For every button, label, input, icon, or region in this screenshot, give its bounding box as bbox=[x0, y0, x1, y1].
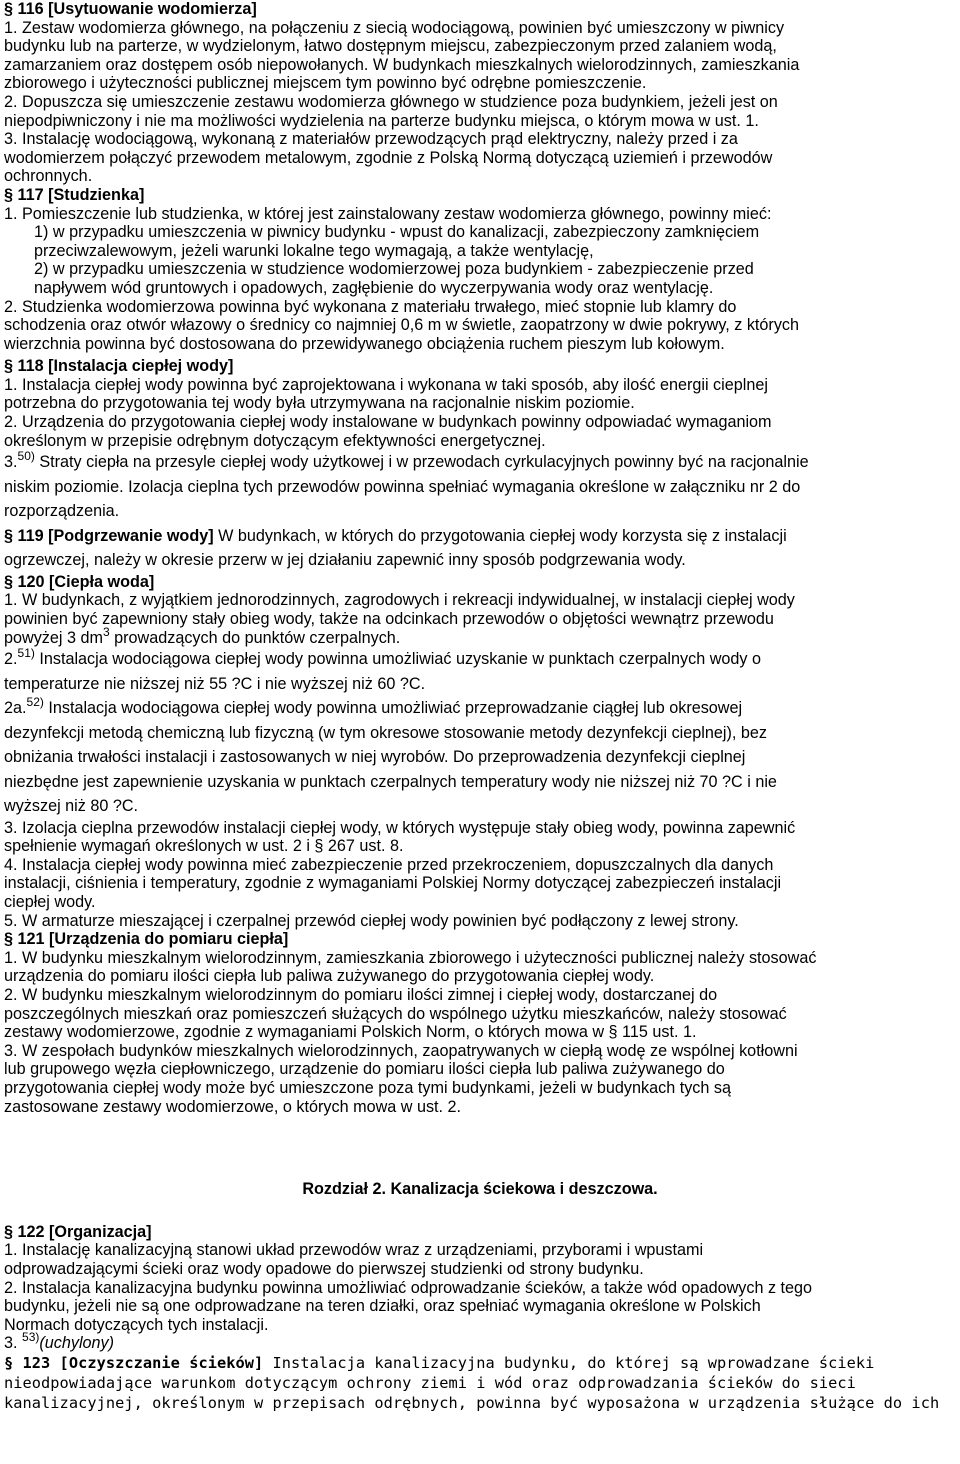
text-line bbox=[4, 450, 956, 475]
text-line: budynku, jeżeli nie są one odprowadzane na teren działki, oraz spełniać wymagania określone w Polskich bbox=[4, 1297, 761, 1316]
section-116-para-3 bbox=[4, 130, 956, 186]
section-120-para-2 bbox=[4, 647, 956, 696]
para-number: 2a. bbox=[4, 699, 27, 718]
text-line: kanalizacyjnej, określonym w przepisach odrębnych, powinna być wyposażona w urządzenia służące do ich bbox=[4, 1393, 940, 1412]
text-line: przygotowania ciepłej wody może być umieszczone poza tymi budynkami, jeżeli w budynkach tych są bbox=[4, 1078, 731, 1097]
text-line: przeciwzalewowym, jeżeli warunki lokalne tego wymagają, a także wentylację, bbox=[34, 241, 594, 260]
text-line: 2. Instalacja kanalizacyjna budynku powinna umożliwiać odprowadzanie ścieków, a także wód opadowych z tego bbox=[4, 1278, 813, 1297]
section-118-para-1 bbox=[4, 376, 956, 413]
text-line: Normach dotyczących tych instalacji. bbox=[4, 1315, 269, 1334]
section-120-para-4 bbox=[4, 856, 956, 912]
text-line: 2) w przypadku umieszczenia w studzience wodomierzowej poza budynkiem - zabezpieczenie przed bbox=[34, 260, 754, 279]
text-line: poszczególnych mieszkań oraz pomieszczeń służących do wspólnego użytku mieszkańców, należy stosować bbox=[4, 1004, 787, 1023]
text-line: 2. Studzienka wodomierzowa powinna być wykonana z materiału trwałego, mieć stopnie lub klamry do bbox=[4, 297, 737, 316]
section-120-heading: § 120 [Ciepła woda] bbox=[4, 572, 155, 591]
text-line: zamarzaniem oraz dostępem osób niepowołanych. W budynkach mieszkalnych wielorodzinnych, zamieszkania bbox=[4, 55, 800, 74]
text-line bbox=[4, 524, 956, 549]
text-line: 2. W budynku mieszkalnym wielorodzinnym do pomiaru ilości zimnej i ciepłej wody, dostarczanej do bbox=[4, 985, 718, 1004]
section-117-para-1: 1. Pomieszczenie lub studzienka, w której jest zainstalowany zestaw wodomierza głównego, powinny mieć: bbox=[4, 204, 772, 223]
text-line: 4. Instalacja ciepłej wody powinna mieć zabezpieczenie przed przekroczeniem, dopuszczalnych dla danych bbox=[4, 855, 774, 874]
text-line: wierzchnia powinna być dostosowana do przewidywanego obciążenia ruchem pieszym lub kołowym. bbox=[4, 334, 725, 353]
text-line: 1. Instalację kanalizacyjną stanowi układ przewodów wraz z urządzeniami, przyborami i wpustami bbox=[4, 1241, 704, 1260]
text-line: zbiorowego i użyteczności publicznej miejscem tym powinno być odrębne pomieszczenie. bbox=[4, 74, 647, 93]
text-line: powinien być zapewniony stały obieg wody, także na odcinkach przewodów o objętości wewnątrz przewodu bbox=[4, 609, 774, 628]
text-line bbox=[4, 624, 956, 648]
text-line: wyższej niż 80 ?C. bbox=[4, 797, 139, 816]
text-line: spełnienie wymagań określonych w ust. 2 i § 267 ust. 8. bbox=[4, 837, 404, 856]
footnote-ref: 50) bbox=[17, 449, 35, 464]
text-line: zastosowane zestawy wodomierzowe, o których mowa w ust. 2. bbox=[4, 1097, 462, 1116]
text-span: W budynkach, w których do przygotowania ciepłej wody korzysta się z instalacji bbox=[213, 526, 787, 545]
text-span: Instalacja wodociągowa ciepłej wody powinna umożliwiać uzyskanie w punktach czerpalnych wody o bbox=[34, 650, 761, 669]
text-line bbox=[4, 647, 956, 672]
text-line: 1) w przypadku umieszczenia w piwnicy budynku - wpust do kanalizacji, zabezpieczony zamknięciem bbox=[34, 223, 760, 242]
text-span: Straty ciepła na przesyle ciepłej wody użytkowej i w przewodach cyrkulacyjnych powinny być na racjonalnie bbox=[34, 453, 809, 472]
footnote-ref: 52) bbox=[26, 695, 44, 710]
text-line: 3. Instalację wodociągową, wykonaną z materiałów przewodzących prąd elektryczny, należy przed i za bbox=[4, 130, 738, 149]
section-123-heading: § 123 [Oczyszczanie ścieków] bbox=[4, 1353, 264, 1372]
footnote-ref: 51) bbox=[17, 646, 35, 661]
text-line: ochronnych. bbox=[4, 167, 93, 186]
section-123 bbox=[4, 1353, 956, 1413]
section-122-heading: § 122 [Organizacja] bbox=[4, 1222, 152, 1241]
text-line: schodzenia oraz otwór włazowy o średnicy co najmniej 0,6 m w świetle, zaopatrzony w dwie pokrywy, z których bbox=[4, 316, 800, 335]
section-118-para-2 bbox=[4, 413, 956, 450]
section-116-para-1 bbox=[4, 19, 956, 93]
text-line: rozporządzenia. bbox=[4, 502, 120, 521]
section-119-heading: § 119 [Podgrzewanie wody] bbox=[4, 526, 214, 545]
text-line: 1. Instalacja ciepłej wody powinna być zaprojektowana i wykonana w taki sposób, aby ilość energii cieplnej bbox=[4, 375, 768, 394]
section-117-para-2 bbox=[4, 298, 956, 354]
text-span: prowadzących do punktów czerpalnych. bbox=[109, 628, 401, 647]
para-number: 2. bbox=[4, 650, 18, 669]
para-number: 3. bbox=[4, 1334, 18, 1353]
para-number: 3. bbox=[4, 453, 18, 472]
text-line: niskim poziomie. Izolacja cieplna tych przewodów powinna spełniać wymagania określone w załączniku nr 2 do bbox=[4, 477, 801, 496]
text-line: obniżania trwałości instalacji i zastosowanych w niej wyrobów. Do przeprowadzenia dezynfekcji cieplnej bbox=[4, 748, 746, 767]
text-line: lub grupowego węzła ciepłowniczego, urządzenie do pomiaru ilości ciepła lub paliwa zużywanego do bbox=[4, 1060, 725, 1079]
section-117-item-1 bbox=[4, 223, 956, 260]
text-line: odprowadzającymi ścieki oraz wody opadowe do pierwszej studzienki od strony budynku. bbox=[4, 1259, 644, 1278]
text-line: potrzebna do przygotowania tej wody była utrzymywana na racjonalnie niskim poziomie. bbox=[4, 394, 635, 413]
section-117-item-2 bbox=[4, 260, 956, 297]
text-line: 2. Dopuszcza się umieszczenie zestawu wodomierza głównego w studzience poza budynkiem, jeżeli jest on bbox=[4, 92, 778, 111]
text-line: 3. Izolacja cieplna przewodów instalacji ciepłej wody, w których występuje stały obieg wody, powinna zapewnić bbox=[4, 818, 796, 837]
section-122-para-2 bbox=[4, 1279, 956, 1335]
section-120-para-3 bbox=[4, 819, 956, 856]
section-121-heading: § 121 [Urządzenia do pomiaru ciepła] bbox=[4, 930, 289, 949]
text-line bbox=[4, 1353, 956, 1373]
text-line: napływem wód gruntowych i opadowych, zagłębienie do wyczerpywania wody oraz wentylację. bbox=[34, 278, 714, 297]
text-line: temperaturze nie niższej niż 55 ?C i nie wyższej niż 60 ?C. bbox=[4, 674, 426, 693]
text-line: 1. W budynku mieszkalnym wielorodzinnym, zamieszkania zbiorowego i użyteczności publicznej należy stosować bbox=[4, 948, 817, 967]
text-line: dezynfekcji metodą chemiczną lub fizyczną (w tym okresowe stosowanie metody dezynfekcji cieplnej), bez bbox=[4, 723, 767, 742]
text-line: zestawy wodomierzowe, zgodnie z wymaganiami Polskich Norm, o których mowa w § 115 ust. 1. bbox=[4, 1023, 697, 1042]
section-119 bbox=[4, 524, 956, 573]
section-120-para-2a bbox=[4, 696, 956, 819]
text-line bbox=[4, 696, 956, 721]
section-118-para-3 bbox=[4, 450, 956, 524]
repealed-note: (uchylony) bbox=[39, 1334, 115, 1353]
section-122-para-1 bbox=[4, 1241, 956, 1278]
text-line: wodomierzem połączyć przewodem metalowym, zgodnie z Polską Normą dotyczącą uziemień i przewodów bbox=[4, 148, 773, 167]
text-line: 1. Zestaw wodomierza głównego, na połączeniu z siecią wodociągową, powinien być umieszczony w piwnicy bbox=[4, 18, 785, 37]
section-121-para-1 bbox=[4, 949, 956, 986]
text-line: niezbędne jest zapewnienie uzyskania w punktach czerpalnych temperatury wody nie niższej niż 70 ?C i nie bbox=[4, 772, 777, 791]
text-line: instalacji, ciśnienia i temperatury, zgodnie z wymaganiami Polskiej Normy dotyczącej zabezpieczeń instalacji bbox=[4, 874, 782, 893]
footnote-ref: 53) bbox=[22, 1330, 40, 1345]
text-line: budynku lub na parterze, w wydzielonym, łatwo dostępnym miejscu, zabezpieczonym przed zalaniem wodą, bbox=[4, 37, 777, 56]
text-span: powyżej 3 dm bbox=[4, 628, 103, 647]
section-116-para-2 bbox=[4, 93, 956, 130]
text-line: 2. Urządzenia do przygotowania ciepłej wody instalowane w budynkach powinny odpowiadać wymaganiom bbox=[4, 413, 772, 432]
text-span: Instalacja wodociągowa ciepłej wody powinna umożliwiać przeprowadzanie ciągłej lub okresowej bbox=[43, 699, 743, 718]
text-line: 3. W zespołach budynków mieszkalnych wielorodzinnych, zaopatrywanych w ciepłą wodę ze wspólnej kotłowni bbox=[4, 1041, 798, 1060]
text-line: niepodpiwniczony i nie ma możliwości wydzielenia na parterze budynku miejsca, o którym mowa w ust. 1. bbox=[4, 111, 759, 130]
text-line: określonym w przepisie odrębnym dotyczącym efektywności energetycznej. bbox=[4, 431, 546, 450]
section-120-para-5: 5. W armaturze mieszającej i czerpalnej przewód ciepłej wody powinien być podłączony z lewej strony. bbox=[4, 911, 739, 930]
text-line: urządzenia do pomiaru ilości ciepła lub paliwa zużywanego do przygotowania ciepłej wody. bbox=[4, 967, 655, 986]
text-span: Instalacja kanalizacyjna budynku, do której są wprowadzane ścieki bbox=[263, 1353, 875, 1372]
text-line: nieodpowiadające warunkom dotyczącym ochrony ziemi i wód oraz odprowadzania ścieków do sieci bbox=[4, 1373, 856, 1392]
text-line: 1. W budynkach, z wyjątkiem jednorodzinnych, zagrodowych i rekreacji indywidualnej, w instalacji ciepłej wody bbox=[4, 591, 795, 610]
chapter-heading: Rozdział 2. Kanalizacja ściekowa i deszczowa. bbox=[302, 1180, 658, 1199]
section-122-para-3 bbox=[4, 1330, 956, 1353]
text-line: ogrzewczej, należy w okresie przerw w jej działaniu zapewnić inny sposób podgrzewania wody. bbox=[4, 551, 686, 570]
section-118-heading: § 118 [Instalacja ciepłej wody] bbox=[4, 357, 234, 376]
section-121-para-2 bbox=[4, 986, 956, 1042]
section-117-heading: § 117 [Studzienka] bbox=[4, 185, 145, 204]
section-120-para-1 bbox=[4, 591, 956, 647]
section-116-heading: § 116 [Usytuowanie wodomierza] bbox=[4, 0, 257, 18]
section-121-para-3 bbox=[4, 1042, 956, 1116]
text-line: ciepłej wody. bbox=[4, 893, 96, 911]
superscript: 3 bbox=[102, 624, 110, 639]
